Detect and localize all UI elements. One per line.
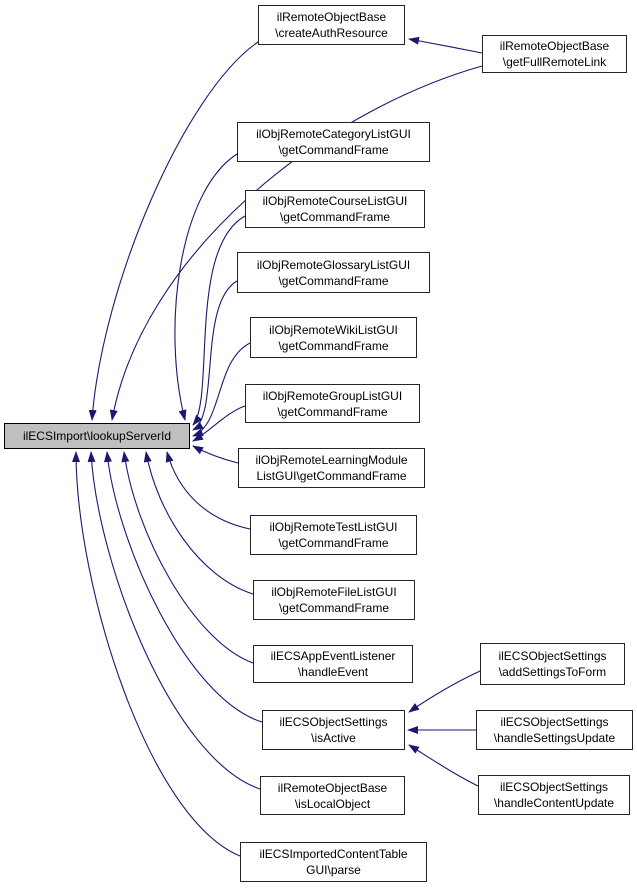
node-isLocalObject[interactable] (260, 776, 405, 815)
node-importedContentTableGUI-parse[interactable] (240, 842, 427, 882)
edge-categoryListGUI-to-lookupServerId (175, 154, 237, 420)
edge-groupListGUI-to-lookupServerId (193, 406, 245, 441)
node-wikiListGUI-getCommandFrame[interactable] (250, 317, 417, 358)
node-isActive[interactable] (262, 710, 405, 750)
node-label-line1: ilECSObjectSettings (279, 715, 388, 729)
node-label-line1: ilRemoteObjectBase (499, 39, 610, 53)
node-label-line2: GUI\parse (306, 863, 361, 877)
node-label-line1: ilECSImportedContentTable (259, 847, 408, 861)
node-label-line2: \getCommandFrame (278, 143, 389, 157)
edge-learningModuleListGUI-to-lookupServerId (193, 446, 238, 463)
edge-importedContentTableGUI-to-lookupServerId (76, 452, 240, 856)
edge-createAuthResource-to-lookupServerId (92, 42, 258, 420)
node-label-line2: \getCommandFrame (278, 536, 389, 550)
node-label-line2: ListGUI\getCommandFrame (256, 469, 407, 483)
node-label-line2: \getCommandFrame (279, 210, 391, 224)
node-getFullRemoteLink[interactable] (482, 35, 627, 73)
node-handleContentUpdate[interactable] (478, 775, 630, 815)
node-label-line1: ilObjRemoteLearningModule (255, 453, 408, 467)
node-label-line2: \getCommandFrame (278, 601, 390, 615)
node-label-line1: ilObjRemoteFileListGUI (271, 585, 397, 599)
edge-isActive-to-lookupServerId (107, 452, 262, 722)
node-label-line1: ilObjRemoteGroupListGUI (262, 388, 403, 403)
node-label-line1: ilECSObjectSettings (498, 649, 607, 663)
node-label-line1: ilObjRemoteGlossaryListGUI (256, 257, 411, 272)
node-addSettingsToForm[interactable] (480, 643, 625, 685)
edge-addSettingsToForm-to-isActive (409, 671, 480, 712)
node-label-line1: ilObjRemoteCourseListGUI (262, 194, 408, 208)
node-label-line2: \getCommandFrame (277, 404, 388, 419)
node-categoryListGUI-getCommandFrame[interactable] (237, 122, 430, 162)
node-label-line2: \isActive (311, 731, 356, 745)
node-learningModuleListGUI-getCommandFrame[interactable] (238, 448, 425, 488)
node-label-line1: ilECSObjectSettings (499, 780, 609, 794)
node-label: ilECSImport\lookupServerId (22, 429, 172, 443)
node-courseListGUI-getCommandFrame[interactable] (245, 190, 425, 228)
node-label-line2: \handleContentUpdate (493, 796, 615, 810)
node-fileListGUI-getCommandFrame[interactable] (253, 580, 415, 620)
node-createAuthResource[interactable] (258, 5, 405, 45)
node-groupListGUI-getCommandFrame[interactable] (245, 384, 420, 423)
node-label-line1: ilObjRemoteTestListGUI (269, 520, 398, 534)
edge-handleContentUpdate-to-isActive (409, 745, 478, 786)
node-handleSettingsUpdate[interactable] (476, 710, 633, 750)
node-label-line2: \getCommandFrame (278, 273, 389, 288)
node-lookupServerId (4, 423, 190, 449)
node-handleEvent[interactable] (253, 645, 413, 683)
node-label-line1: ilECSObjectSettings (500, 715, 609, 729)
edge-getFullRemoteLink-to-createAuthResource (409, 39, 482, 53)
node-glossaryListGUI-getCommandFrame[interactable] (237, 252, 430, 293)
node-label-line2: \getFullRemoteLink (502, 55, 607, 69)
edge-fileListGUI-to-lookupServerId (146, 452, 253, 594)
edge-getFullRemoteLink-to-lookupServerId (112, 66, 482, 420)
node-label-line1: ilRemoteObjectBase (277, 780, 388, 795)
node-label-line1: ilRemoteObjectBase (276, 10, 387, 24)
edge-handleEvent-to-lookupServerId (124, 452, 253, 663)
node-label-line2: \addSettingsToForm (498, 665, 607, 679)
node-label-line1: ilObjRemoteWikiListGUI (269, 322, 398, 337)
node-label-line1: ilObjRemoteCategoryListGUI (256, 127, 411, 141)
node-label-line2: \handleEvent (297, 665, 369, 679)
node-testListGUI-getCommandFrame[interactable] (250, 515, 417, 555)
node-label-line2: \createAuthResource (275, 26, 388, 40)
node-label-line2: \isLocalObject (294, 796, 371, 811)
node-label-line2: \getCommandFrame (278, 338, 389, 353)
node-label-line2: \handleSettingsUpdate (493, 731, 616, 745)
node-label-line1: ilECSAppEventListener (270, 649, 396, 663)
